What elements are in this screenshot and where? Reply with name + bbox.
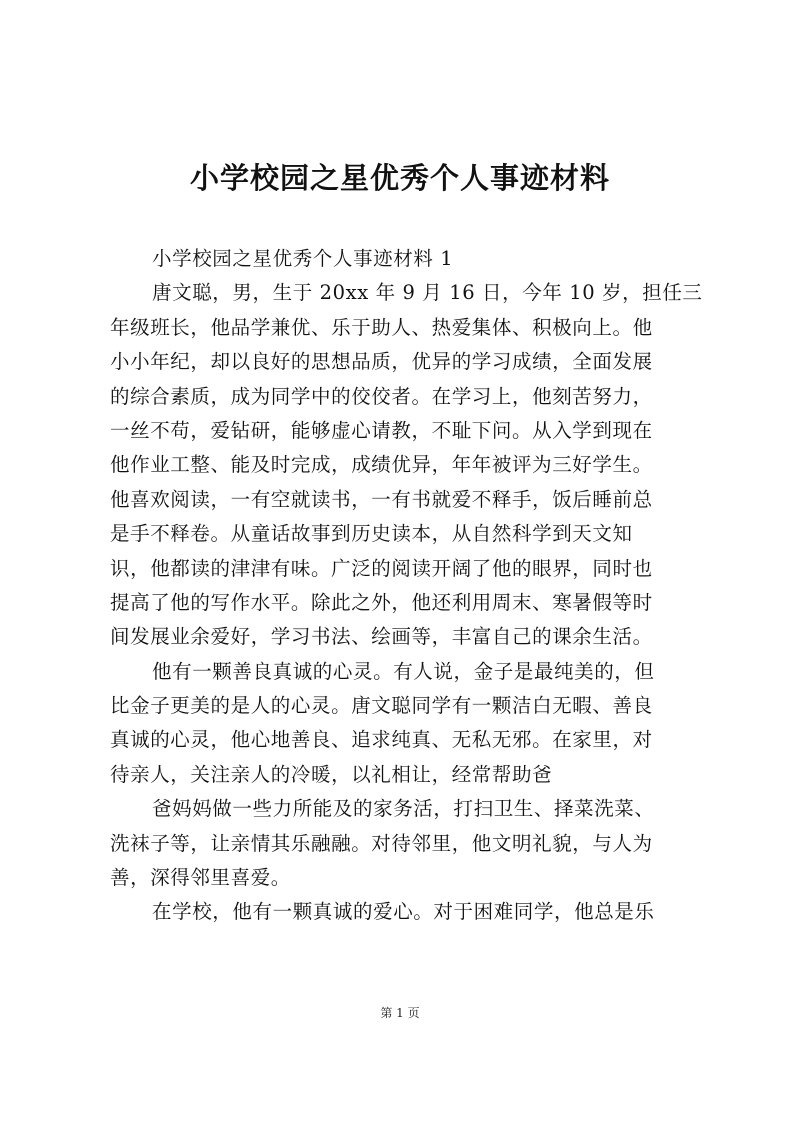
paragraph-line: 爸妈妈做一些力所能及的家务活，打扫卫生、择菜洗菜、 <box>152 797 655 821</box>
document-body <box>110 242 703 930</box>
paragraph-line: 在学校，他有一颗真诚的爱心。对于困难同学，他总是乐 <box>152 900 655 924</box>
paragraph-line: 识，他都读的津津有味。广泛的阅读开阔了他的眼界，同时也 <box>110 556 653 580</box>
subtitle-line: 小学校园之星优秀个人事迹材料 1 <box>152 247 454 270</box>
paragraph-line: 待亲人，关注亲人的冷暖，以礼相让，经常帮助爸 <box>110 762 553 786</box>
paragraph-line: 小小年纪，却以良好的思想品质，优异的学习成绩，全面发展 <box>110 350 653 374</box>
paragraph-line: 是手不释卷。从童话故事到历史读本，从自然科学到天文知 <box>110 522 633 546</box>
paragraph-line: 比金子更美的是人的心灵。唐文聪同学有一颗洁白无暇、善良 <box>110 694 653 718</box>
paragraph-line: 他有一颗善良真诚的心灵。有人说，金子是最纯美的，但 <box>152 659 655 683</box>
paragraph-line: 一丝不苟，爱钻研，能够虚心请教，不耻下问。从入学到现在 <box>110 418 653 442</box>
paragraph-line: 善，深得邻里喜爱。 <box>110 866 291 890</box>
paragraph-line: 真诚的心灵，他心地善良、追求纯真、无私无邪。在家里，对 <box>110 728 653 752</box>
paragraph-line: 洗袜子等，让亲情其乐融融。对待邻里，他文明礼貌，与人为 <box>110 831 653 855</box>
paragraph-line: 间发展业余爱好，学习书法、绘画等，丰富自己的课余生活。 <box>110 625 653 649</box>
paragraph-line: 的综合素质，成为同学中的佼佼者。在学习上，他刻苦努力， <box>110 384 653 408</box>
document-title: 小学校园之星优秀个人事迹材料 <box>189 161 610 195</box>
paragraph-line: 他喜欢阅读，一有空就读书，一有书就爱不释手，饭后睡前总 <box>110 487 653 511</box>
page-number-footer: 第 1 页 <box>380 1006 420 1020</box>
paragraph-line: 年级班长，他品学兼优、乐于助人、热爱集体、积极向上。他 <box>110 315 653 339</box>
paragraph-line: 唐文聪，男，生于 20xx 年 9 月 16 日，今年 10 岁，担任三 <box>152 281 703 305</box>
paragraph-line: 他作业工整、能及时完成，成绩优异，年年被评为三好学生。 <box>110 453 653 477</box>
paragraph-line: 提高了他的写作水平。除此之外，他还利用周末、寒暑假等时 <box>110 590 653 614</box>
